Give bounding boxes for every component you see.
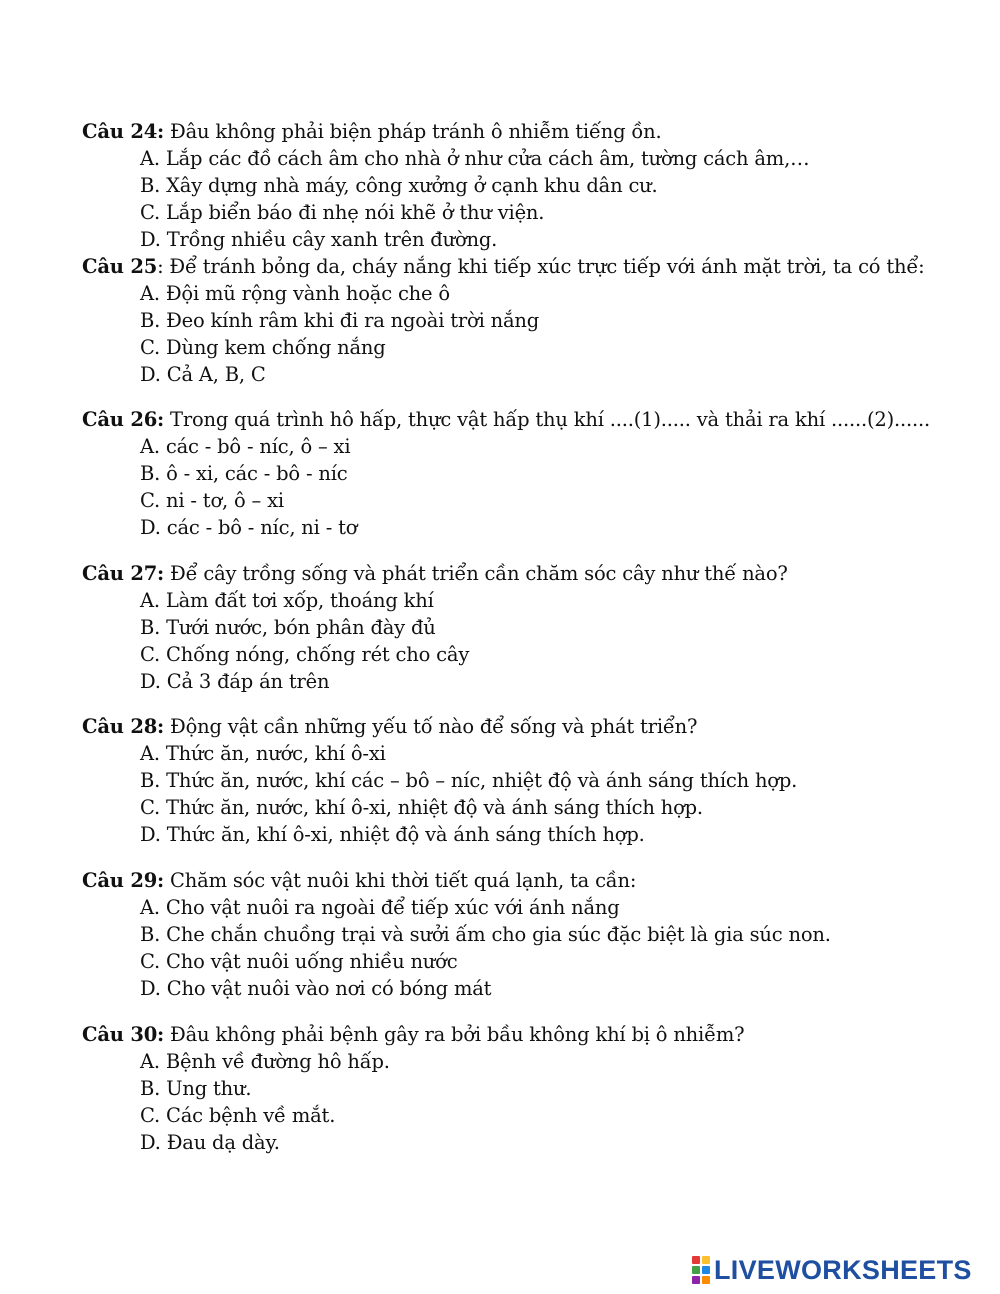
answer-option-a: A. Đội mũ rộng vành hoặc che ô xyxy=(140,282,450,305)
answer-option-a: A. Lắp các đồ cách âm cho nhà ở như cửa cách âm, tường cách âm,… xyxy=(140,147,810,170)
answer-option-c: C. Các bệnh về mắt. xyxy=(140,1104,336,1127)
question-label: Câu 27: xyxy=(82,562,165,585)
question-stem xyxy=(82,406,962,433)
answer-option-b: B. ô - xi, các - bô - níc xyxy=(140,462,348,485)
answer-option-d: D. Cho vật nuôi vào nơi có bóng mát xyxy=(140,977,492,1000)
logo-tile xyxy=(702,1266,710,1274)
question-28 xyxy=(82,713,962,848)
question-label: Câu 28: xyxy=(82,715,165,738)
answer-option-b: B. Ung thư. xyxy=(140,1077,252,1100)
answer-option-a: A. Làm đất tơi xốp, thoáng khí xyxy=(140,589,434,612)
question-26 xyxy=(82,406,962,541)
logo-wordmark: LIVEWORKSHEETS xyxy=(714,1254,972,1285)
answer-option-d: D. Thức ăn, khí ô-xi, nhiệt độ và ánh sáng thích hợp. xyxy=(140,823,645,846)
question-stem xyxy=(82,1021,962,1048)
answer-option-c: C. ni - tơ, ô – xi xyxy=(140,489,284,512)
answer-option-b: B. Xây dựng nhà máy, công xưởng ở cạnh khu dân cư. xyxy=(140,174,658,197)
answer-option-b: B. Tưới nước, bón phân đày đủ xyxy=(140,616,436,639)
answer-option-d: D. Cả A, B, C xyxy=(140,363,266,386)
question-stem xyxy=(82,118,962,145)
answer-option-c: C. Chống nóng, chống rét cho cây xyxy=(140,643,470,666)
answer-option-d: D. Cả 3 đáp án trên xyxy=(140,670,330,693)
question-label: Câu 24: xyxy=(82,120,165,143)
question-stem xyxy=(82,713,962,740)
question-24 xyxy=(82,118,962,253)
answer-option-c: C. Cho vật nuôi uống nhiều nước xyxy=(140,950,458,973)
answer-option-d: D. Trồng nhiều cây xanh trên đường. xyxy=(140,228,498,251)
answer-option-c: C. Thức ăn, nước, khí ô-xi, nhiệt độ và ánh sáng thích hợp. xyxy=(140,796,703,819)
question-stem xyxy=(82,867,962,894)
answer-option-a: A. các - bô - níc, ô – xi xyxy=(140,435,351,458)
question-label: Câu 26: xyxy=(82,408,165,431)
question-text: Trong quá trình hô hấp, thực vật hấp thụ khí ....(1)..... và thải ra khí ......(2)...... xyxy=(164,408,930,431)
answer-option-c: C. Lắp biển báo đi nhẹ nói khẽ ở thư viện. xyxy=(140,201,545,224)
question-text: : Để tránh bỏng da, cháy nắng khi tiếp xúc trực tiếp với ánh mặt trời, ta có thể: xyxy=(157,255,925,278)
answer-option-a: A. Cho vật nuôi ra ngoài để tiếp xúc với ánh nắng xyxy=(140,896,620,919)
question-stem xyxy=(82,560,962,587)
answer-option-a: A. Bệnh về đường hô hấp. xyxy=(140,1050,390,1073)
question-label: Câu 29: xyxy=(82,869,165,892)
answer-option-b: B. Đeo kính râm khi đi ra ngoài trời nắng xyxy=(140,309,540,332)
question-label: Câu 30: xyxy=(82,1023,165,1046)
answer-option-d: D. Đau dạ dày. xyxy=(140,1131,280,1154)
answer-option-d: D. các - bô - níc, ni - tơ xyxy=(140,516,358,539)
question-30 xyxy=(82,1021,962,1156)
liveworksheets-mark-icon xyxy=(692,1256,710,1284)
question-27 xyxy=(82,560,962,695)
question-29 xyxy=(82,867,962,1002)
question-text: Chăm sóc vật nuôi khi thời tiết quá lạnh, ta cần: xyxy=(164,869,637,892)
liveworksheets-logo xyxy=(692,1252,972,1288)
logo-tile xyxy=(692,1256,700,1264)
question-25 xyxy=(82,253,962,388)
question-stem xyxy=(82,253,962,280)
answer-option-b: B. Che chắn chuồng trại và sưởi ấm cho gia súc đặc biệt là gia súc non. xyxy=(140,923,831,946)
question-text: Để cây trồng sống và phát triển cần chăm sóc cây như thế nào? xyxy=(164,562,788,585)
logo-tile xyxy=(692,1276,700,1284)
logo-tile xyxy=(702,1256,710,1264)
logo-tile xyxy=(702,1276,710,1284)
logo-tile xyxy=(692,1266,700,1274)
answer-option-a: A. Thức ăn, nước, khí ô-xi xyxy=(140,742,386,765)
question-text: Đâu không phải bệnh gây ra bởi bầu không khí bị ô nhiễm? xyxy=(164,1023,745,1046)
answer-option-c: C. Dùng kem chống nắng xyxy=(140,336,386,359)
question-text: Động vật cần những yếu tố nào để sống và phát triển? xyxy=(164,715,698,738)
answer-option-b: B. Thức ăn, nước, khí các – bô – níc, nhiệt độ và ánh sáng thích hợp. xyxy=(140,769,798,792)
question-text: Đâu không phải biện pháp tránh ô nhiễm tiếng ồn. xyxy=(164,120,662,143)
question-label: Câu 25 xyxy=(82,255,158,278)
